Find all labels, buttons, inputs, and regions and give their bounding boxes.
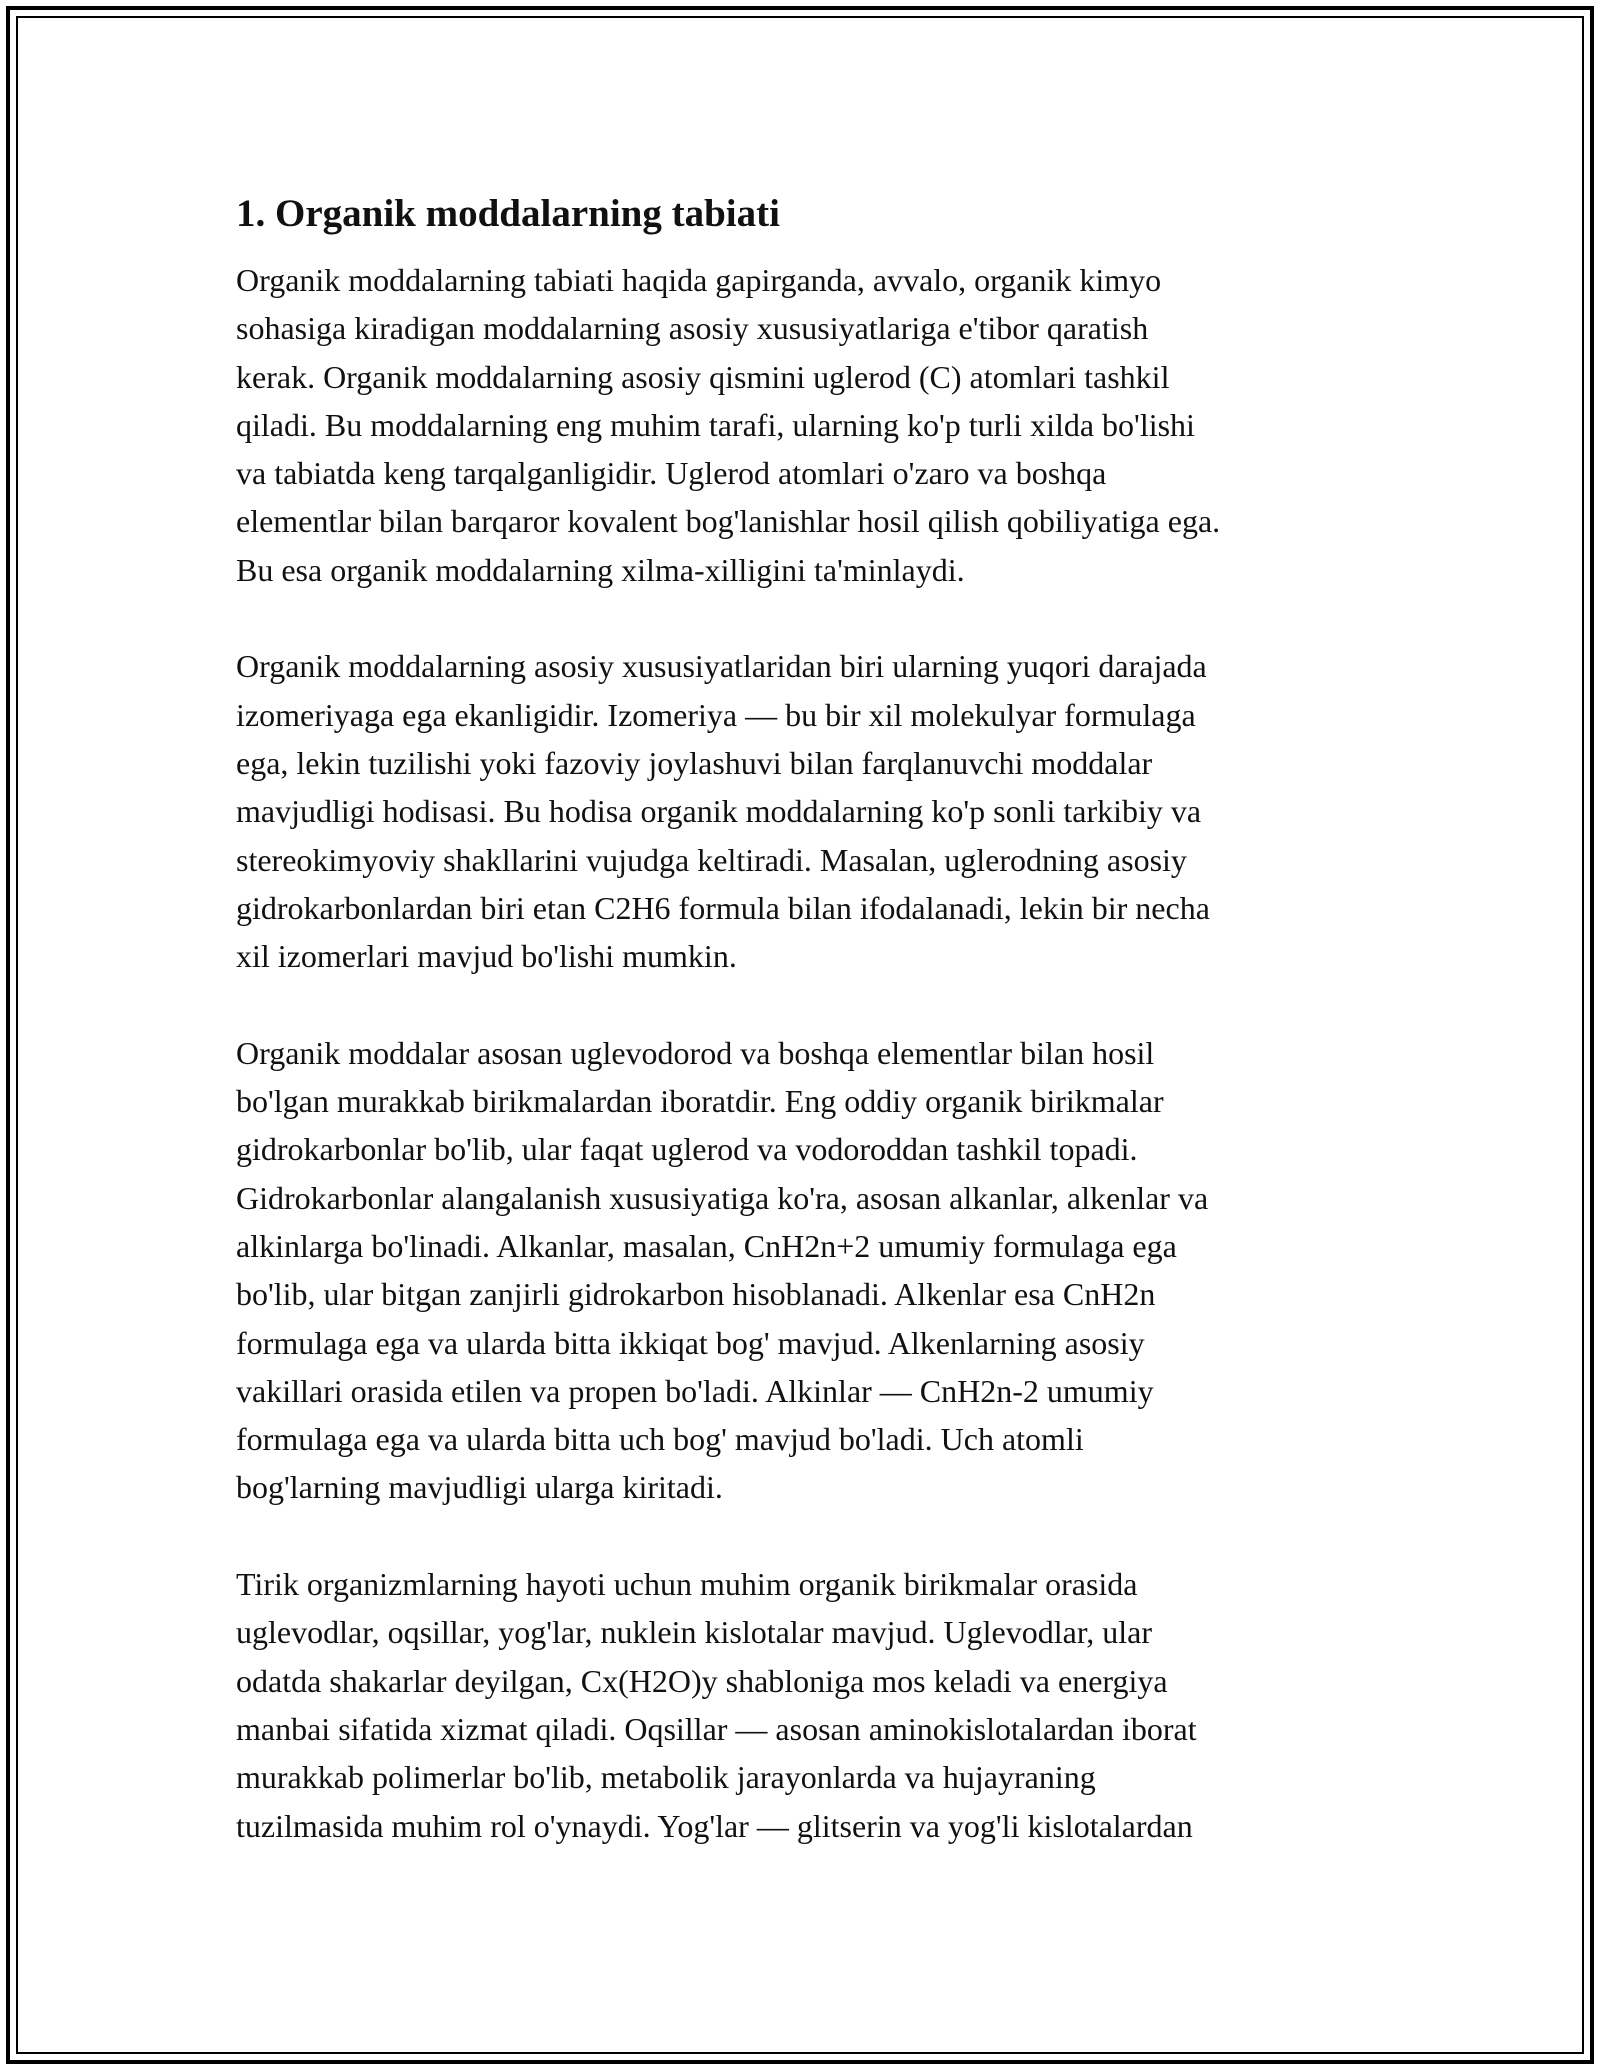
paragraph-1: Organik moddalarning tabiati haqida gapirganda, avvalo, organik kimyo sohasiga kiradigan moddalarning asosiy xususiyatlariga e'tibor qaratish kerak. Organik moddalarning asosiy qismini uglerod (C) atomlari tashkil qiladi. Bu moddalarning eng muhim tarafi, ularning ko'p turli xilda bo'lishi va tabiatda keng tarqalganligidir. Uglerod atomlari o'zaro va boshqa elementlar bilan barqaror kovalent bog'lanishlar hosil qilish qobiliyatiga ega. Bu esa organik moddalarning xilma-xilligini ta'minlaydi. bbox=[236, 262, 1221, 588]
paragraph-2: Organik moddalarning asosiy xususiyatlaridan biri ularning yuqori darajada izomeriyaga ega ekanligidir. Izomeriya — bu bir xil molekulyar formulaga ega, lekin tuzilishi yoki fazoviy joylashuvi bilan farqlanuvchi moddalar mavjudligi hodisasi. Bu hodisa organik moddalarning ko'p sonli tarkibiy va stereokimyoviy shakllarini vujudga keltiradi. Masalan, uglerodning asosiy gidrokarbonlardan biri etan C2H6 formula bilan ifodalanadi, lekin bir necha xil izomerlari mavjud bo'lishi mumkin. bbox=[236, 648, 1210, 975]
section-heading: 1. Organik moddalarning tabiati bbox=[236, 192, 780, 235]
paragraph-4: Tirik organizmlarning hayoti uchun muhim organik birikmalar orasida uglevodlar, oqsillar, yog'lar, nuklein kislotalar mavjud. Uglevodlar, ular odatda shakarlar deyilgan, Cx(H2O)y shabloniga mos keladi va energiya manbai sifatida xizmat qiladi. Oqsillar — asosan aminokislotalardan iborat murakkab polimerlar bo'lib, metabolik jarayonlarda va hujayraning tuzilmasida muhim rol o'ynaydi. Yog'lar — glitserin va yog'li kislotalardan bbox=[236, 1566, 1197, 1844]
document-body bbox=[236, 186, 1386, 1898]
paragraph-3: Organik moddalar asosan uglevodorod va boshqa elementlar bilan hosil bo'lgan murakkab birikmalardan iboratdir. Eng oddiy organik birikmalar gidrokarbonlar bo'lib, ular faqat uglerod va vodoroddan tashkil topadi. Gidrokarbonlar alangalanish xususiyatiga ko'ra, asosan alkanlar, alkenlar va alkinlarga bo'linadi. Alkanlar, masalan, CnH2n+2 umumiy formulaga ega bo'lib, ular bitgan zanjirli gidrokarbon hisoblanadi. Alkenlar esa CnH2n formulaga ega va ularda bitta ikkiqat bog' mavjud. Alkenlarning asosiy vakillari orasida etilen va propen bo'ladi. Alkinlar — CnH2n-2 umumiy formulaga ega va ularda bitta uch bog' mavjud bo'ladi. Uch atomli bog'larning mavjudligi ularga kiritadi. bbox=[236, 1034, 1209, 1506]
